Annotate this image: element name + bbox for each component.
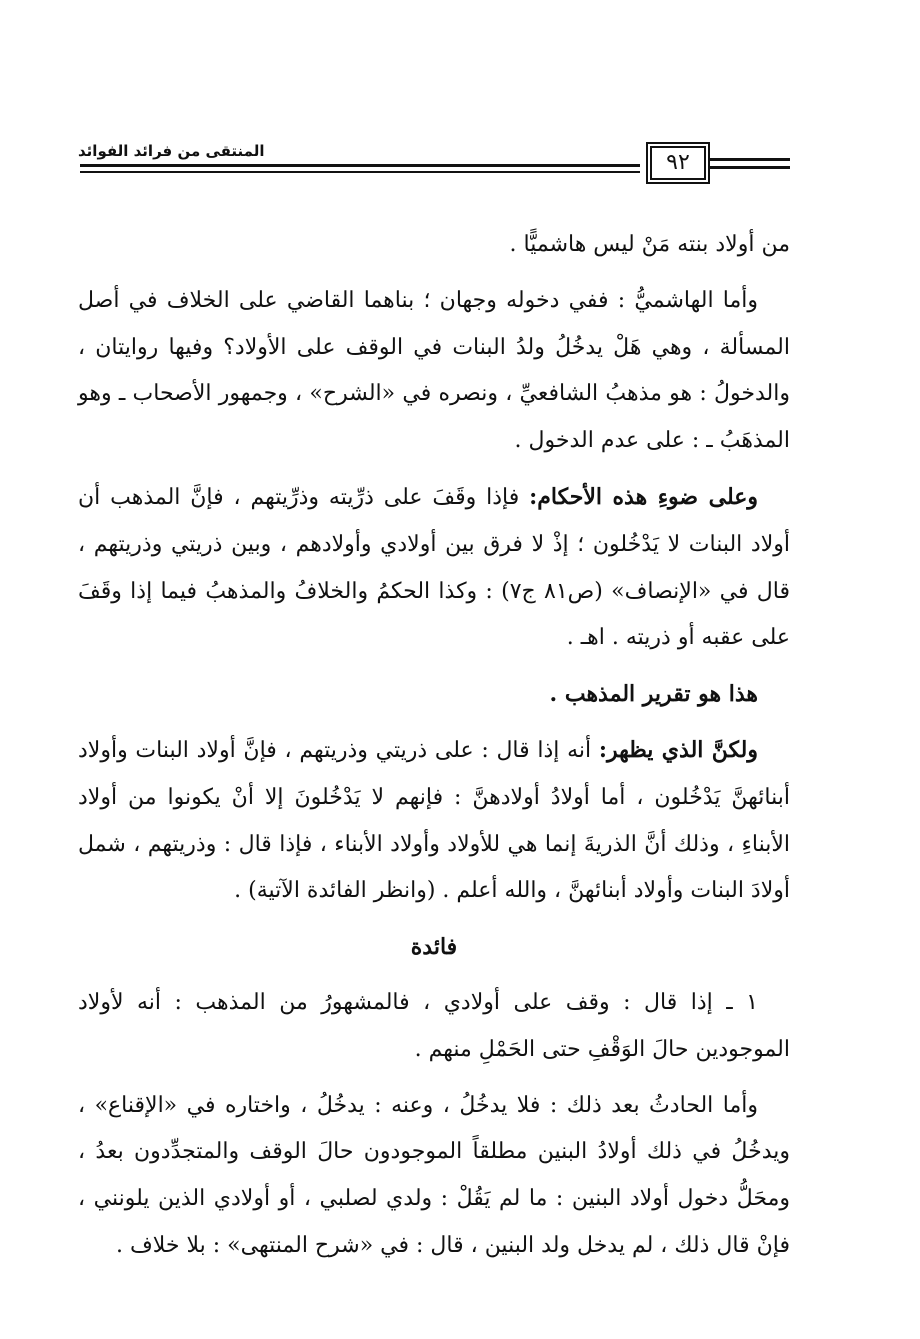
header-rule <box>710 166 790 169</box>
paragraph-text: هذا هو تقرير المذهب . <box>549 681 758 708</box>
paragraph <box>78 278 790 465</box>
header-rule <box>80 171 640 173</box>
paragraph <box>78 1083 790 1270</box>
paragraph <box>78 474 790 662</box>
paragraph-text: وأما الهاشميُّ : ففي دخوله وجهان ؛ بناهما القاضي على الخلاف في أصل المسألة ، وهي هَلْ يدخُلُ ولدُ البنات في الوقف على الأولاد؟ وفيها روايتان ، والدخولُ : هو مذهبُ الشافعيِّ ، ونصره في «الشرح» ، وجمهور الأصحاب ـ وهو المذهَبُ ـ : على عدم الدخول . <box>78 287 790 454</box>
header-rule <box>80 164 640 167</box>
paragraph-text: وأما الحادثُ بعد ذلك : فلا يدخُلُ ، وعنه : يدخُلُ ، واختاره في «الإقناع» ، ويدخُلُ في ذلك أولادُ البنين مطلقاً الموجودون حالَ الوقف والمتجدِّدون بعدُ ، ومحَلُّ دخول أولاد البنين : ما لم يَقُلْ : ولدي لصلبي ، أو أولادي الذين يلونني ، فإنْ قال ذلك ، لم يدخل ولد البنين ، قال : في «شرح المنتهى» : بلا خلاف . <box>78 1092 790 1258</box>
paragraph-text: أنه إذا قال : على ذريتي وذريتهم ، فإنَّ أولاد البنات وأولاد أبنائهنَّ يَدْخُلون ، أما أولادُ أولادهنَّ : فإنهم لا يَدْخُلونَ إلا أنْ يكونوا من أولاد الأبناءِ ، وذلك أنَّ الذريةَ إنما هي للأولاد وأولاد الأبناء ، فإذا قال : وذريتهم ، شمل أولادَ البنات وأولاد أبنائهنَّ ، والله أعلم . (وانظر الفائدة الآتية) . <box>78 737 790 904</box>
page-number: ٩٢ <box>650 146 706 180</box>
paragraph-lead: ولكنَّ الذي يظهر: <box>598 736 758 763</box>
paragraph-lead: وعلى ضوءِ هذه الأحكام: <box>529 483 758 510</box>
paragraph <box>78 727 790 915</box>
running-title: المنتقى من فرائد الفوائد <box>78 142 265 160</box>
header-rule <box>710 158 790 161</box>
paragraph-text: فإذا وقَفَ على ذرِّيته وذرِّيتهم ، فإنَّ المذهب أن أولاد البنات لا يَدْخُلون ؛ إذْ لا فرق بين أولادي وأولادهم ، وبين ذريتي وذريتهم ، قال في «الإنصاف» (ص٨١ ج٧) : وكذا الحكمُ والخلافُ والمذهبُ فيما إذا وقَفَ على عقبه أو ذريته . اهـ . <box>78 484 790 651</box>
paragraph <box>78 222 790 269</box>
page-body <box>78 222 790 1270</box>
paragraph <box>78 671 790 718</box>
section-heading <box>78 924 790 971</box>
paragraph <box>78 980 790 1074</box>
section-heading-text: فائدة <box>410 934 458 961</box>
paragraph-text: ١ ـ إذا قال : وقف على أولادي ، فالمشهورُ من المذهب : أنه لأولاد الموجودين حالَ الوَقْفِ حتى الحَمْلِ منهم . <box>78 989 790 1062</box>
paragraph-text: من أولاد بنته مَنْ ليس هاشميًّا . <box>509 232 790 257</box>
running-header <box>70 140 790 184</box>
